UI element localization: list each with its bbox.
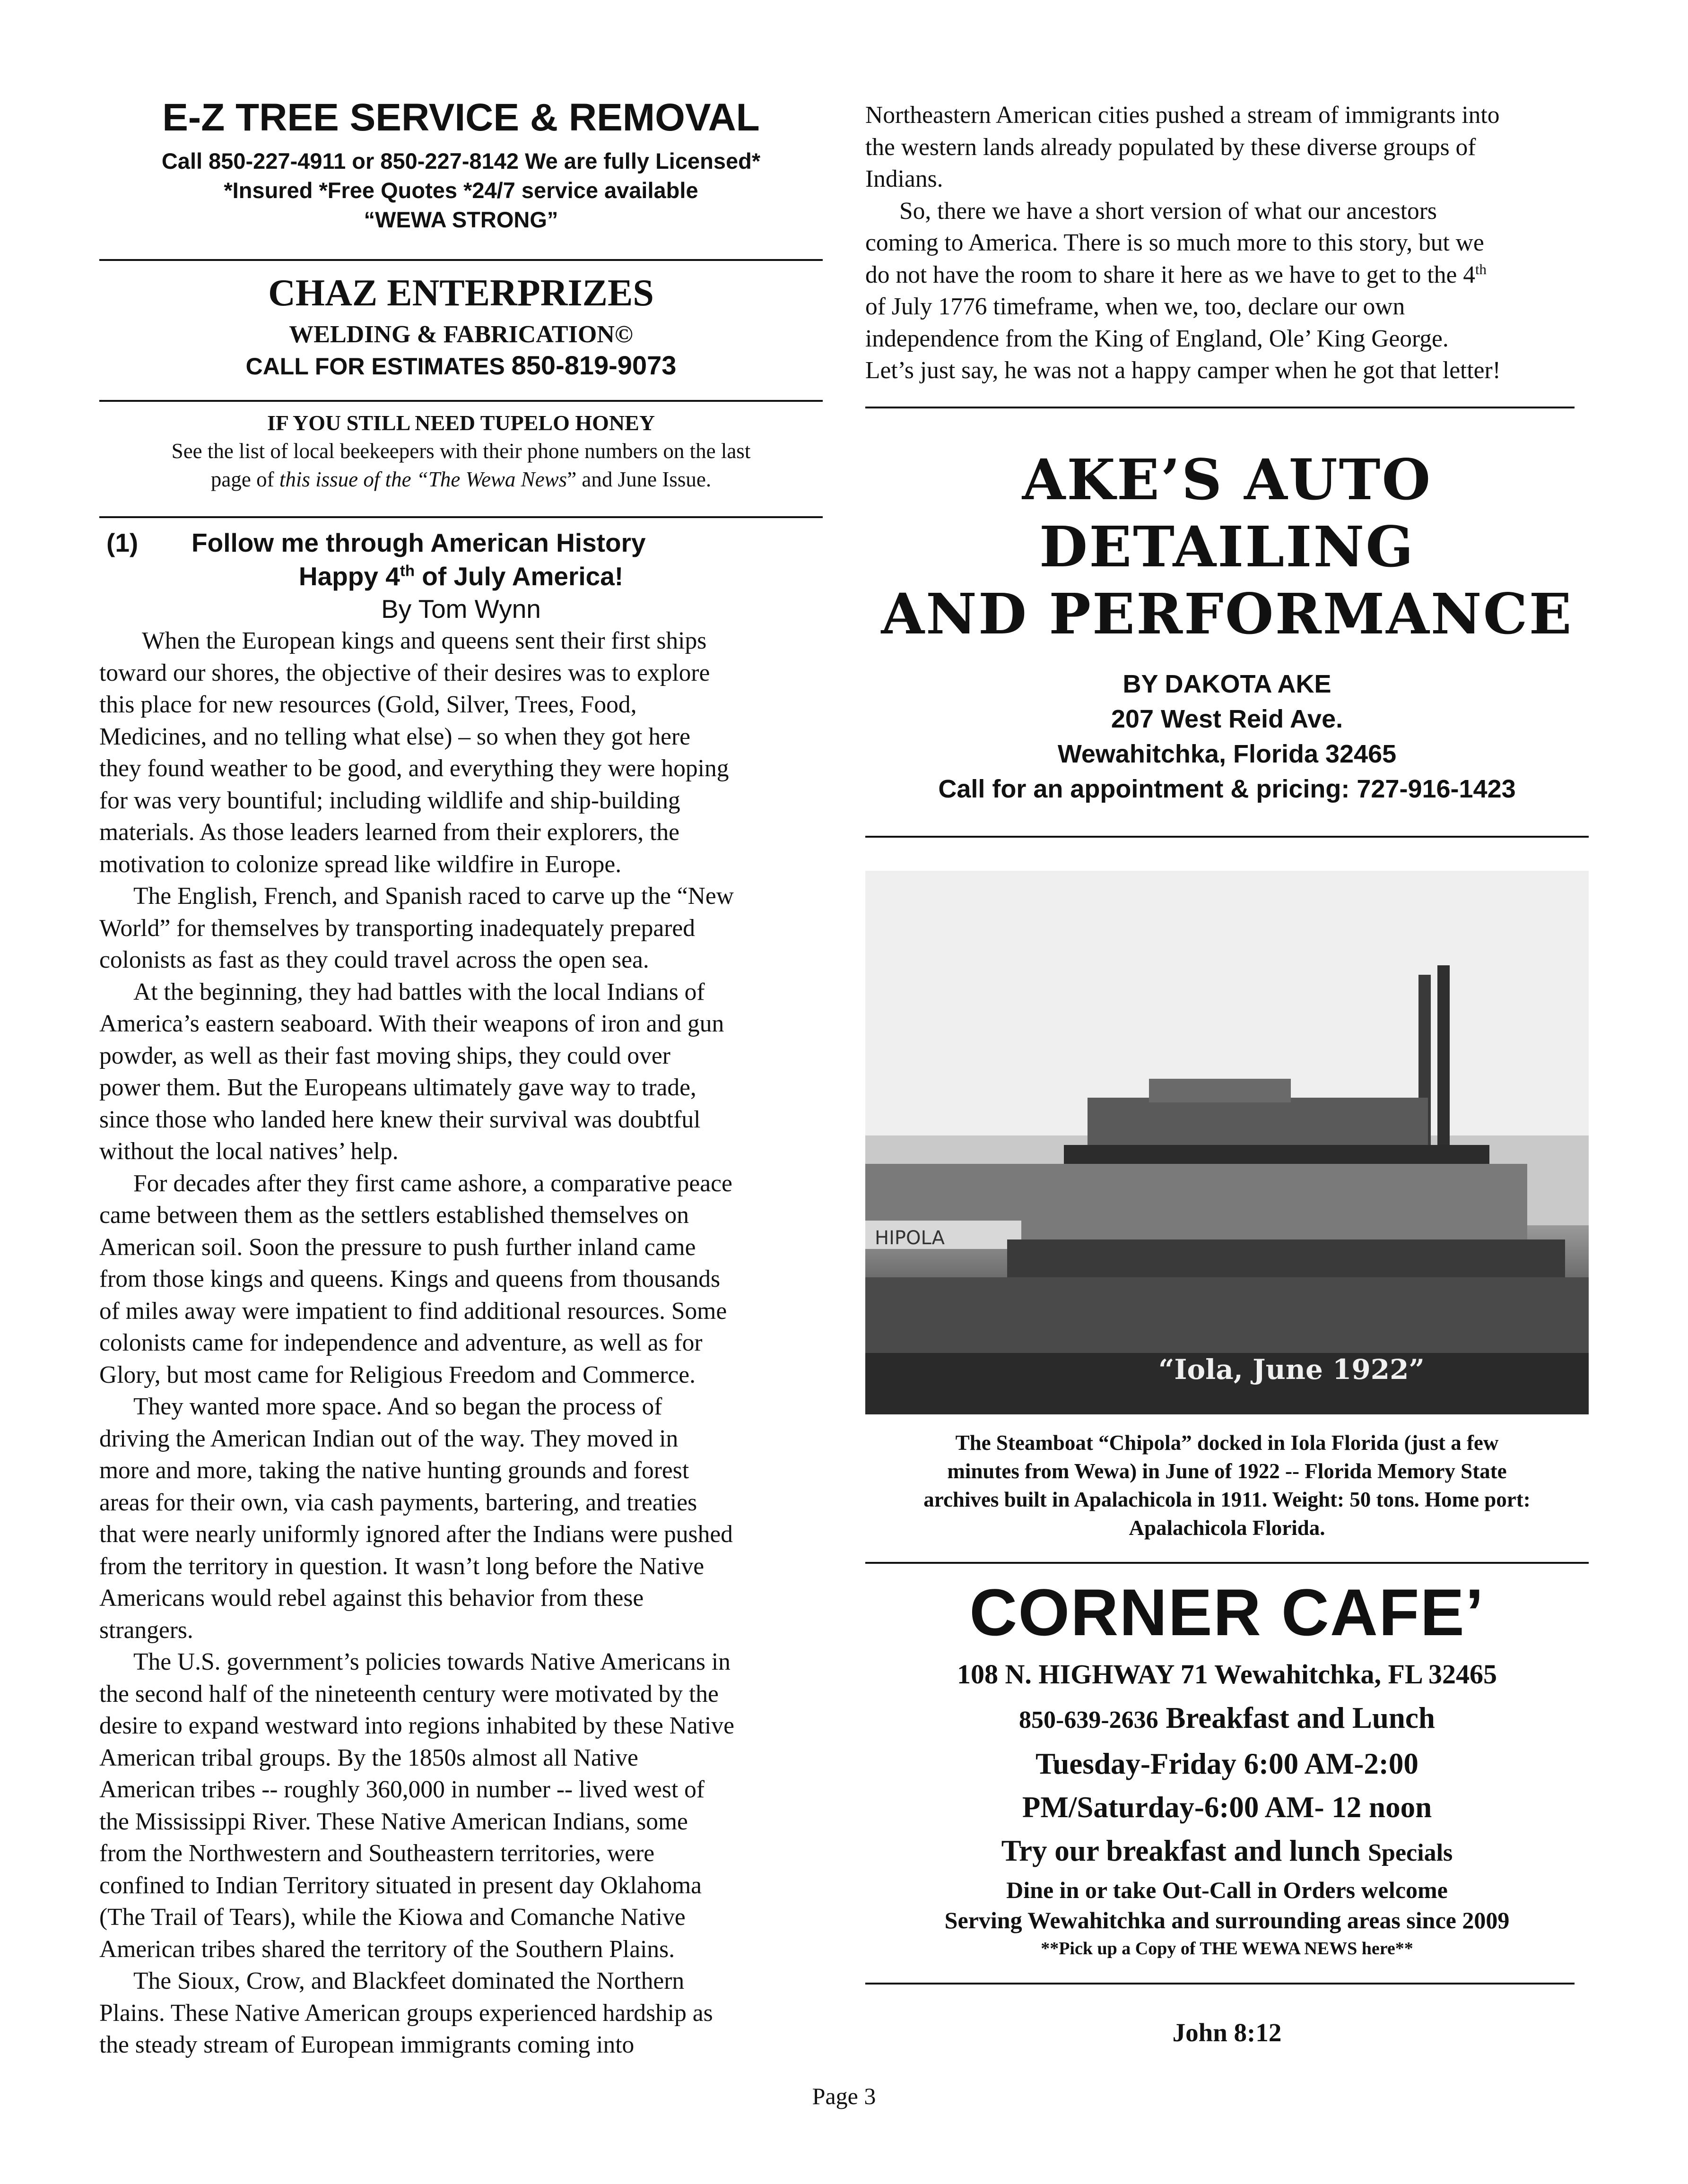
page-number: Page 3 — [812, 2083, 876, 2109]
text-line: from those kings and queens. Kings and queens from thousands — [99, 1265, 721, 1292]
text-line: toward our shores, the objective of their desires was to explore — [99, 659, 710, 686]
divider — [865, 1562, 1589, 1564]
text-line: Medicines, and no telling what else) – so when they got here — [99, 723, 690, 750]
steamboat-illustration — [865, 871, 1589, 1414]
ake-auto-ad — [865, 446, 1589, 806]
text-line: They wanted more space. And so began the process of — [133, 1393, 662, 1420]
ake-title-line-1: AKE’S AUTO — [1022, 446, 1432, 512]
article-heading — [99, 526, 823, 560]
caption-line-4: Apalachicola Florida. — [1129, 1516, 1325, 1540]
text-line: strangers. — [99, 1616, 193, 1644]
cont-line-2: coming to America. There is so much more to this story, but we — [865, 229, 1484, 256]
article-subtitle — [99, 560, 823, 593]
text-line: they found weather to be good, and everything they were hoping — [99, 755, 729, 782]
corner-cafe-ad — [865, 1572, 1589, 1962]
left-column — [99, 85, 823, 2061]
cont-line-6: Let’s just say, he was not a happy camper when he got that letter! — [865, 357, 1501, 384]
ake-city: Wewahitchka, Florida 32465 — [1057, 739, 1397, 768]
cafe-dine-in: Dine in or take Out-Call in Orders welcome — [1006, 1876, 1448, 1903]
right-column — [865, 99, 1589, 2047]
text-line: confined to Indian Territory situated in present day Oklahoma — [99, 1872, 702, 1899]
text-line: For decades after they first came ashore, a comparative peace — [133, 1170, 732, 1197]
paragraph-1 — [99, 625, 823, 880]
divider — [865, 1983, 1575, 1985]
chaz-subtitle: WELDING & FABRICATION© — [289, 321, 633, 348]
ake-title-line-2: DETAILING — [1039, 513, 1415, 580]
article-title: Follow me through American History — [191, 528, 646, 557]
caption-line-1: The Steamboat “Chipola” docked in Iola Florida (just a few — [955, 1430, 1499, 1455]
text-line: that were nearly uniformly ignored after the Indians were pushed — [99, 1521, 733, 1548]
paragraph-3 — [99, 976, 823, 1168]
text-line: World” for themselves by transporting inadequately prepared — [99, 914, 696, 942]
text-line: American soil. Soon the pressure to push further inland came — [99, 1233, 696, 1261]
cont-line-3 — [865, 259, 1589, 291]
ez-tree-ad — [99, 95, 823, 234]
paragraph-6 — [99, 1646, 823, 1965]
paragraph-7 — [99, 1965, 823, 2061]
ake-title — [865, 446, 1589, 648]
text-line: the steady stream of European immigrants coming into — [99, 2031, 635, 2058]
cont-line-4: of July 1776 timeframe, when we, too, declare our own — [865, 293, 1405, 320]
steamboat-photo — [865, 871, 1589, 1414]
chaz-phone: 850-819-9073 — [511, 350, 677, 380]
text-line: motivation to colonize spread like wildfire in Europe. — [99, 850, 622, 878]
honey-text-b: ” and June Issue. — [567, 468, 712, 491]
text-line: from the territory in question. It wasn’t long before the Native — [99, 1552, 705, 1580]
subtitle-b: of July America! — [414, 562, 624, 591]
text-line: The Sioux, Crow, and Blackfeet dominated the Northern — [133, 1967, 685, 1994]
text-line: colonists came for independence and adventure, as well as for — [99, 1329, 703, 1356]
paragraph-5 — [99, 1391, 823, 1646]
text-line: the Mississippi River. These Native American Indians, some — [99, 1808, 688, 1835]
history-article — [99, 526, 823, 2061]
text-line: since those who landed here knew their survival was doubtful — [99, 1106, 701, 1133]
divider — [99, 259, 823, 261]
honey-text-italic: this issue of the “The Wewa News — [279, 468, 567, 491]
text-line: America’s eastern seaboard. With their weapons of iron and gun — [99, 1010, 724, 1037]
text-line: The U.S. government’s policies towards Native Americans in — [133, 1648, 731, 1675]
divider — [865, 836, 1589, 838]
text-line: The English, French, and Spanish raced to carve up the “New — [133, 883, 734, 910]
cont-line-3a: do not have the room to share it here as we have to get to the 4 — [865, 261, 1475, 288]
cafe-specials — [865, 1829, 1589, 1875]
text-line: When the European kings and queens sent their first ships — [142, 627, 707, 654]
boat-sign-text: HIPOLA — [875, 1227, 945, 1249]
ez-tree-services: *Insured *Free Quotes *24/7 service available — [224, 178, 698, 203]
text-line: more and more, taking the native hunting grounds and forest — [99, 1457, 689, 1484]
chaz-ad — [99, 271, 823, 382]
text-line: materials. As those leaders learned from their explorers, the — [99, 819, 679, 846]
article-continuation — [865, 99, 1589, 387]
text-line: the western lands already populated by these diverse groups of — [865, 133, 1476, 161]
text-line: areas for their own, via cash payments, bartering, and treaties — [99, 1489, 697, 1516]
caption-line-2: minutes from Wewa) in June of 1922 -- Florida Memory State — [947, 1459, 1507, 1483]
verse-reference: John 8:12 — [1172, 2018, 1282, 2047]
cafe-serving: Serving Wewahitchka and surrounding areas since 2009 — [944, 1907, 1510, 1933]
steamboat-figure — [865, 871, 1589, 1542]
honey-notice — [99, 409, 823, 494]
cont-line-5: independence from the King of England, Ole’ King George. — [865, 325, 1449, 352]
text-line: this place for new resources (Gold, Silver, Trees, Food, — [99, 691, 637, 718]
cont-line-3-sup: th — [1475, 260, 1487, 277]
cafe-meals: Breakfast and Lunch — [1158, 1701, 1435, 1734]
cafe-pickup: **Pick up a Copy of THE WEWA NEWS here** — [1041, 1938, 1413, 1959]
photo-caption — [865, 1429, 1589, 1542]
honey-line-1: See the list of local beekeepers with their phone numbers on the last — [171, 439, 751, 463]
paragraph-4 — [99, 1168, 823, 1391]
paragraph-2 — [99, 880, 823, 976]
text-line: powder, as well as their fast moving ships, they could over — [99, 1042, 670, 1069]
ez-tree-phones: Call 850-227-4911 or 850-227-8142 We are fully Licensed* — [161, 148, 761, 173]
subtitle-sup: th — [400, 562, 415, 580]
text-line: colonists as fast as they could travel across the open sea. — [99, 946, 649, 973]
text-line: of miles away were impatient to find additional resources. Some — [99, 1297, 727, 1325]
text-line: without the local natives’ help. — [99, 1138, 399, 1165]
ake-title-line-3: AND PERFORMANCE — [881, 581, 1573, 647]
text-line: (The Trail of Tears), while the Kiowa and Comanche Native — [99, 1904, 686, 1931]
text-line: Americans would rebel against this behavior from these — [99, 1585, 644, 1612]
cafe-specials-a: Try our breakfast and lunch — [1001, 1834, 1368, 1867]
text-line: Indians. — [865, 165, 943, 192]
text-line: American tribes shared the territory of the Southern Plains. — [99, 1935, 675, 1963]
subtitle-a: Happy 4 — [298, 562, 400, 591]
cont-line-1: So, there we have a short version of what our ancestors — [899, 197, 1437, 225]
text-line: for was very bountiful; including wildlife and ship-building — [99, 787, 680, 814]
text-line: came between them as the settlers established themselves on — [99, 1202, 689, 1229]
cafe-phone: 850-639-2636 — [1019, 1706, 1158, 1733]
honey-text-a: page of — [210, 468, 279, 491]
honey-line-2 — [99, 465, 823, 494]
text-line: American tribal groups. By the 1850s almost all Native — [99, 1744, 638, 1771]
text-line: Plains. These Native American groups experienced hardship as — [99, 1999, 713, 2027]
text-line: from the Northwestern and Southeastern territories, were — [99, 1840, 655, 1867]
text-line: American tribes -- roughly 360,000 in number -- lived west of — [99, 1776, 705, 1803]
text-line: Glory, but most came for Religious Freedom and Commerce. — [99, 1361, 696, 1388]
continuation-paragraph-2 — [865, 195, 1589, 387]
ez-tree-title: E-Z TREE SERVICE & REMOVAL — [162, 96, 760, 139]
cafe-phone-line — [865, 1696, 1589, 1742]
ake-call: Call for an appointment & pricing: 727-916-1423 — [938, 774, 1516, 803]
cafe-address: 108 N. HIGHWAY 71 Wewahitchka, FL 32465 — [957, 1658, 1497, 1690]
cafe-hours-2: PM/Saturday-6:00 AM- 12 noon — [1022, 1790, 1432, 1824]
cafe-specials-b: Specials — [1368, 1839, 1453, 1866]
article-body — [99, 625, 823, 2061]
chaz-call-line — [99, 350, 823, 382]
continuation-paragraph-1 — [865, 99, 1589, 195]
chaz-call-label: CALL FOR ESTIMATES — [245, 353, 512, 380]
article-byline: By Tom Wynn — [381, 594, 541, 624]
ake-owner: BY DAKOTA AKE — [1122, 669, 1331, 698]
text-line: power them. But the Europeans ultimately gave way to trade, — [99, 1074, 696, 1101]
text-line: At the beginning, they had battles with the local Indians of — [133, 978, 705, 1005]
ez-tree-slogan: “WEWA STRONG” — [364, 207, 558, 232]
text-line: desire to expand westward into regions inhabited by these Native — [99, 1712, 734, 1739]
cafe-hours-1: Tuesday-Friday 6:00 AM-2:00 — [1035, 1747, 1418, 1780]
divider — [865, 407, 1575, 408]
divider — [99, 400, 823, 402]
divider — [99, 516, 823, 518]
article-number: (1) — [106, 528, 139, 557]
caption-line-3: archives built in Apalachicola in 1911. Weight: 50 tons. Home port: — [923, 1487, 1531, 1511]
ake-info — [865, 667, 1589, 806]
cafe-title: CORNER CAFE’ — [969, 1575, 1485, 1649]
honey-title: IF YOU STILL NEED TUPELO HONEY — [267, 411, 655, 435]
text-line: the second half of the nineteenth century were motivated by the — [99, 1680, 719, 1707]
text-line: driving the American Indian out of the way. They moved in — [99, 1425, 679, 1452]
text-line: Northeastern American cities pushed a stream of immigrants into — [865, 102, 1500, 129]
ake-address: 207 West Reid Ave. — [1111, 704, 1343, 733]
chaz-title: CHAZ ENTERPRIZES — [268, 272, 654, 314]
photo-stamp-text: “Iola, June 1922” — [1158, 1353, 1425, 1386]
